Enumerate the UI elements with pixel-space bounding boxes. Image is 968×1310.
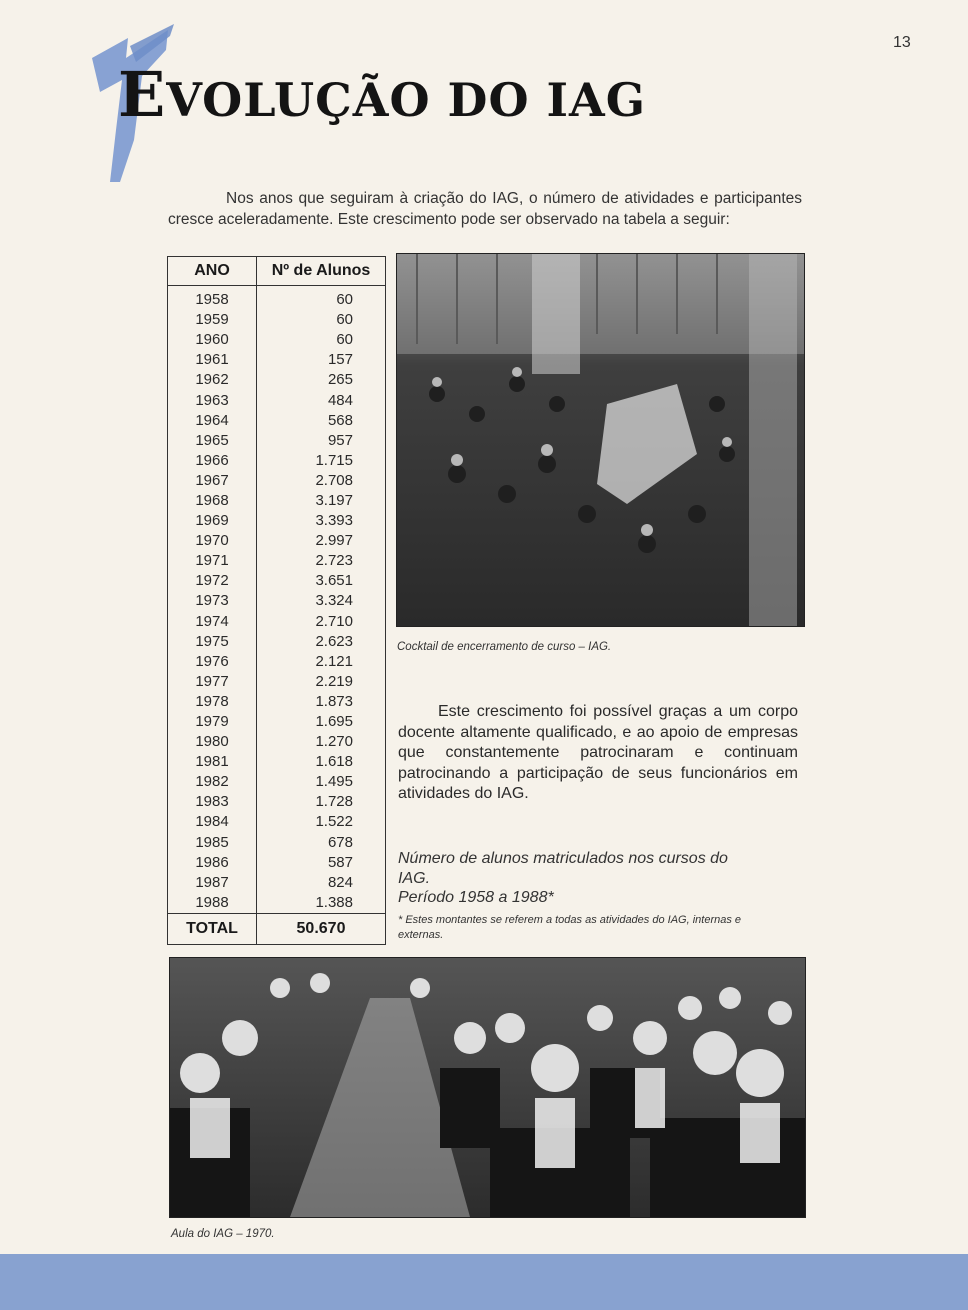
table-row bbox=[168, 712, 386, 732]
table-row bbox=[168, 873, 386, 893]
table-row bbox=[168, 792, 386, 812]
year-cell: 1965 bbox=[168, 431, 257, 451]
count-cell: 1.728 bbox=[315, 793, 353, 811]
count-cell: 3.651 bbox=[315, 572, 353, 590]
count-cell: 2.723 bbox=[315, 552, 353, 570]
students-table bbox=[167, 256, 386, 945]
count-cell: 1.873 bbox=[315, 692, 353, 710]
year-cell: 1978 bbox=[168, 692, 257, 712]
count-cell: 568 bbox=[327, 411, 353, 429]
table-row bbox=[168, 491, 386, 511]
count-cell: 1.270 bbox=[315, 733, 353, 751]
page-title bbox=[118, 58, 646, 131]
table-row bbox=[168, 752, 386, 772]
table-row bbox=[168, 310, 386, 330]
year-cell: 1960 bbox=[168, 330, 257, 350]
table-row bbox=[168, 471, 386, 491]
table-row bbox=[168, 833, 386, 853]
table-row bbox=[168, 632, 386, 652]
count-cell: 957 bbox=[327, 431, 353, 449]
year-cell: 1959 bbox=[168, 310, 257, 330]
count-cell: 60 bbox=[336, 311, 353, 329]
total-label: TOTAL bbox=[168, 913, 257, 944]
year-cell: 1973 bbox=[168, 591, 257, 611]
count-cell: 678 bbox=[327, 833, 353, 851]
table-row bbox=[168, 350, 386, 370]
year-cell: 1971 bbox=[168, 551, 257, 571]
table-caption-line1: Número de alunos matriculados nos cursos do IAG. bbox=[398, 850, 728, 887]
cocktail-photo bbox=[396, 253, 805, 627]
count-cell: 1.388 bbox=[315, 893, 353, 911]
table-row bbox=[168, 330, 386, 350]
count-cell: 824 bbox=[327, 873, 353, 891]
year-cell: 1970 bbox=[168, 531, 257, 551]
count-cell: 157 bbox=[327, 351, 353, 369]
table-row bbox=[168, 370, 386, 390]
table-row bbox=[168, 692, 386, 712]
year-cell: 1975 bbox=[168, 632, 257, 652]
table-row bbox=[168, 571, 386, 591]
table-row bbox=[168, 511, 386, 531]
intro-paragraph: Nos anos que seguiram à criação do IAG, o número de atividades e participantes cresce aceleradamente. Este crescimento pode ser observado na tabela a seguir: bbox=[168, 190, 802, 228]
year-cell: 1984 bbox=[168, 812, 257, 832]
year-cell: 1981 bbox=[168, 752, 257, 772]
table-caption-line2: Período 1958 a 1988* bbox=[398, 889, 554, 906]
year-cell: 1963 bbox=[168, 390, 257, 410]
year-cell: 1988 bbox=[168, 893, 257, 914]
table-row bbox=[168, 612, 386, 632]
table-row bbox=[168, 390, 386, 410]
count-cell: 1.695 bbox=[315, 713, 353, 731]
table-row bbox=[168, 411, 386, 431]
footnote: * Estes montantes se referem a todas as atividades do IAG, internas e externas. bbox=[398, 914, 742, 941]
total-value: 50.670 bbox=[257, 913, 386, 944]
year-cell: 1983 bbox=[168, 792, 257, 812]
year-cell: 1968 bbox=[168, 491, 257, 511]
year-cell: 1962 bbox=[168, 370, 257, 390]
table-row bbox=[168, 893, 386, 914]
year-cell: 1967 bbox=[168, 471, 257, 491]
table-row bbox=[168, 732, 386, 752]
title-rest: VOLUÇÃO DO IAG bbox=[166, 73, 647, 127]
classroom-photo bbox=[169, 957, 806, 1218]
table-body bbox=[168, 286, 386, 945]
table-row bbox=[168, 672, 386, 692]
table-row bbox=[168, 591, 386, 611]
year-cell: 1982 bbox=[168, 772, 257, 792]
count-cell: 587 bbox=[327, 853, 353, 871]
count-cell: 2.997 bbox=[315, 532, 353, 550]
title-initial: E bbox=[118, 58, 167, 131]
year-cell: 1985 bbox=[168, 833, 257, 853]
year-cell: 1986 bbox=[168, 853, 257, 873]
table-row bbox=[168, 772, 386, 792]
year-cell: 1977 bbox=[168, 672, 257, 692]
year-cell: 1969 bbox=[168, 511, 257, 531]
count-cell: 3.197 bbox=[315, 491, 353, 509]
table-row bbox=[168, 531, 386, 551]
table-row bbox=[168, 551, 386, 571]
year-cell: 1974 bbox=[168, 612, 257, 632]
table-row bbox=[168, 812, 386, 832]
year-cell: 1972 bbox=[168, 571, 257, 591]
classroom-caption: Aula do IAG – 1970. bbox=[171, 1228, 275, 1240]
count-cell: 2.708 bbox=[315, 471, 353, 489]
year-cell: 1964 bbox=[168, 411, 257, 431]
count-cell: 3.393 bbox=[315, 512, 353, 530]
count-cell: 1.495 bbox=[315, 773, 353, 791]
count-cell: 3.324 bbox=[315, 592, 353, 610]
count-cell: 60 bbox=[336, 291, 353, 309]
count-cell: 60 bbox=[336, 331, 353, 349]
year-cell: 1980 bbox=[168, 732, 257, 752]
year-cell: 1979 bbox=[168, 712, 257, 732]
count-cell: 1.715 bbox=[315, 451, 353, 469]
body-paragraph: Este crescimento foi possível graças a um corpo docente altamente qualificado, e ao apoio de empresas que constantemente patrocinaram e continuam patrocinando a participação de seus funcionários em atividades do IAG. bbox=[398, 703, 798, 803]
count-cell: 1.618 bbox=[315, 753, 353, 771]
year-cell: 1958 bbox=[168, 290, 257, 310]
count-cell: 2.710 bbox=[315, 612, 353, 630]
total-row bbox=[168, 913, 386, 944]
count-header: Nº de Alunos bbox=[257, 257, 386, 286]
count-cell: 1.522 bbox=[315, 813, 353, 831]
page-number: 13 bbox=[893, 34, 911, 51]
count-cell: 2.219 bbox=[315, 672, 353, 690]
classroom-photo-image bbox=[170, 958, 805, 1217]
year-cell: 1966 bbox=[168, 451, 257, 471]
year-header: ANO bbox=[168, 257, 257, 286]
table-row bbox=[168, 290, 386, 310]
table-caption bbox=[398, 849, 758, 908]
count-cell: 2.623 bbox=[315, 632, 353, 650]
bottom-color-band bbox=[0, 1254, 968, 1310]
table-row bbox=[168, 451, 386, 471]
count-cell: 265 bbox=[327, 371, 353, 389]
table-row bbox=[168, 431, 386, 451]
year-cell: 1961 bbox=[168, 350, 257, 370]
cocktail-caption: Cocktail de encerramento de curso – IAG. bbox=[397, 641, 612, 653]
table-row bbox=[168, 652, 386, 672]
year-cell: 1987 bbox=[168, 873, 257, 893]
year-cell: 1976 bbox=[168, 652, 257, 672]
cocktail-photo-image bbox=[397, 254, 804, 626]
table-row bbox=[168, 853, 386, 873]
count-cell: 484 bbox=[327, 391, 353, 409]
count-cell: 2.121 bbox=[315, 652, 353, 670]
